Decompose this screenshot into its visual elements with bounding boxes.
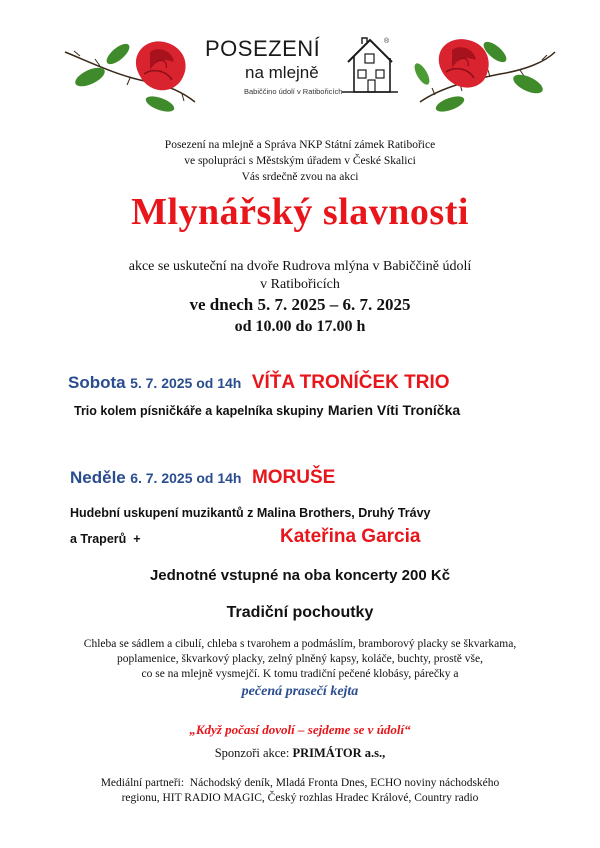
- left-rose-icon: [60, 22, 210, 122]
- event-quote: „Když počasí dovolí – sejdeme se v údolí“: [189, 722, 411, 737]
- food-line-2: poplamenice, škvarkový placky, zelný plněný kapsy, koláče, buchty, prostě vše,: [117, 653, 483, 665]
- event-hours: od 10.00 do 17.00 h: [234, 318, 366, 335]
- food-line-1: Chleba se sádlem a cibulí, chleba s tvarohem a podmáslím, bramborový placky se škvarkama,: [83, 638, 517, 650]
- logo-subtitle: na mlejně: [245, 63, 319, 82]
- mill-house-icon: [340, 34, 400, 96]
- saturday-desc-name: Marien Víti Troníčka: [327, 402, 461, 418]
- venue-line-2: v Ratibořicích: [260, 277, 340, 292]
- sunday-desc-line-1: Hudební uskupení muzikantů z Malina Brothers, Druhý Trávy: [70, 506, 431, 520]
- sponsors-label: Sponzoři akce:: [214, 746, 290, 760]
- food-title: Tradiční pochoutky: [226, 604, 374, 621]
- media-line-1: Mediální partneři: Náchodský deník, Mladá Fronta Dnes, ECHO noviny náchodského: [100, 777, 500, 789]
- sponsors-name: PRIMÁTOR a.s.,: [292, 746, 386, 760]
- admission-price: Jednotné vstupné na oba koncerty 200 Kč: [149, 567, 451, 584]
- intro-line-3: Vás srdečně zvou na akci: [241, 171, 359, 183]
- food-line-3: co se na mlejně vysmejčí. K tomu tradiční pečené klobásy, párečky a: [141, 668, 459, 680]
- right-rose-icon: [400, 22, 560, 122]
- event-dates: ve dnech 5. 7. 2025 – 6. 7. 2025: [189, 295, 411, 314]
- saturday-day: Sobota: [68, 373, 126, 392]
- media-line-2: regionu, HIT RADIO MAGIC, Český rozhlas Hradec Králové, Country radio: [121, 792, 479, 804]
- event-headline: Mlynářský slavnosti: [131, 191, 469, 233]
- food-special: pečená prasečí kejta: [241, 684, 359, 699]
- saturday-date: 5. 7. 2025 od 14h: [130, 375, 242, 391]
- logo-title: POSEZENÍ: [205, 36, 321, 61]
- sunday-heading: [70, 467, 335, 489]
- sunday-guest: Kateřina Garcia: [280, 526, 421, 547]
- sunday-desc-line-2: a Traperů +: [70, 532, 141, 546]
- intro-line-1: Posezení na mlejně a Správa NKP Státní zámek Ratibořice: [164, 139, 436, 151]
- sunday-act: MORUŠE: [251, 467, 336, 488]
- saturday-act: VÍŤA TRONÍČEK TRIO: [251, 372, 450, 393]
- sponsors-line: [0, 746, 600, 761]
- saturday-description: [74, 402, 460, 420]
- sunday-date: 6. 7. 2025 od 14h: [130, 470, 242, 486]
- saturday-heading: [68, 372, 450, 394]
- registered-mark: ®: [384, 38, 390, 45]
- saturday-desc-prefix: Trio kolem písničkáře a kapelníka skupiny: [74, 404, 324, 418]
- logo-tagline: Babiččino údolí v Ratibořicích: [244, 87, 343, 96]
- venue-line-1: akce se uskuteční na dvoře Rudrova mlýna v Babiččině údolí: [128, 259, 472, 274]
- intro-line-2: ve spolupráci s Městským úřadem v České Skalici: [184, 155, 416, 167]
- sunday-day: Neděle: [70, 468, 126, 487]
